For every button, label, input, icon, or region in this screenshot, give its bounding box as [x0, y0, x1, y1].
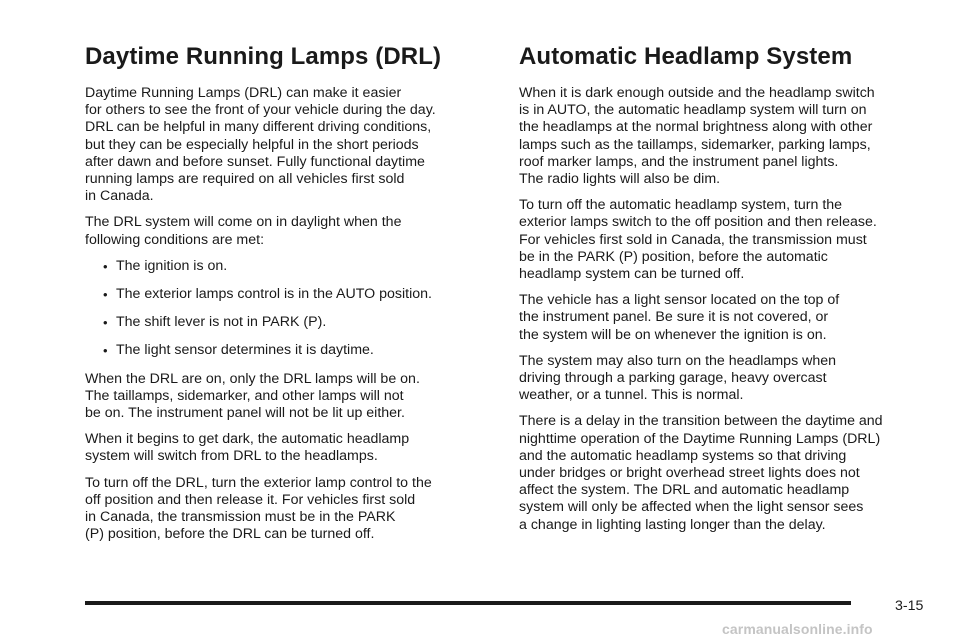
drl-on-paragraph: When the DRL are on, only the DRL lamps will be on. The taillamps, sidemarker, and other lamps will not be on. The instrument panel will not be lit up either.	[85, 370, 420, 422]
bullet-icon: •	[103, 315, 108, 331]
bullet-icon: •	[103, 258, 108, 274]
footer-rule	[85, 601, 851, 605]
list-item	[85, 258, 495, 275]
left-column	[85, 42, 495, 552]
watermark: carmanualsonline.info	[722, 621, 873, 637]
drl-intro-paragraph: Daytime Running Lamps (DRL) can make it easier for others to see the front of your vehicle during the day. DRL can be helpful in many different driving conditions, but they can be especially helpful in the short periods after dawn and before sunset. Fully functional daytime running lamps are required on all vehicles first sold in Canada.	[85, 85, 436, 205]
bullet-icon: •	[103, 287, 108, 303]
drl-turn-off-paragraph: To turn off the DRL, turn the exterior lamp control to the off position and then release it. For vehicles first sold in Canada, the transmission must be in the PARK (P) position, before the DRL can be turned off.	[85, 474, 432, 543]
list-item-text: The exterior lamps control is in the AUTO position.	[116, 286, 432, 303]
auto-headlamp-heading: Automatic Headlamp System	[519, 43, 853, 70]
drl-heading: Daytime Running Lamps (DRL)	[85, 43, 442, 70]
drl-dark-paragraph: When it begins to get dark, the automatic headlamp system will switch from DRL to the headlamps.	[85, 431, 410, 465]
auto-headlamp-paragraph: When it is dark enough outside and the headlamp switch is in AUTO, the automatic headlamp system will turn on the headlamps at the normal brightness along with other lamps such as the taillamps, sidemarker, parking lamps, roof marker lamps, and the instrument panel lights. The radio lights will also be dim.	[519, 85, 875, 188]
list-item	[85, 314, 495, 331]
list-item	[85, 286, 495, 303]
auto-headlamp-paragraph: The system may also turn on the headlamps when driving through a parking garage, heavy overcast weather, or a tunnel. This is normal.	[519, 352, 837, 404]
auto-headlamp-paragraph: To turn off the automatic headlamp system, turn the exterior lamps switch to the off position and then release. For vehicles first sold in Canada, the transmission must be in the PARK (P) position, before the automatic headlamp system can be turned off.	[519, 197, 877, 283]
list-item-text: The light sensor determines it is daytime.	[116, 342, 374, 359]
list-item-text: The ignition is on.	[116, 257, 228, 274]
auto-headlamp-paragraph: The vehicle has a light sensor located on the top of the instrument panel. Be sure it is not covered, or the system will be on whenever the ignition is on.	[519, 292, 840, 343]
drl-conditions-paragraph: The DRL system will come on in daylight when the following conditions are met:	[85, 214, 402, 248]
list-item-text: The shift lever is not in PARK (P).	[116, 314, 327, 331]
bullet-icon: •	[103, 343, 108, 359]
auto-headlamp-paragraph: There is a delay in the transition between the daytime and nighttime operation of the Daytime Running Lamps (DRL) and the automatic headlamp systems so that driving under bridges or bright overhead street lights does not affect the system. The DRL and automatic headlamp system will only be affected when the light sensor sees a change in lighting lasting longer than the delay.	[519, 413, 883, 533]
right-column	[519, 42, 929, 543]
drl-conditions-list	[85, 258, 495, 360]
list-item	[85, 342, 495, 359]
page-number: 3-15	[895, 598, 924, 614]
